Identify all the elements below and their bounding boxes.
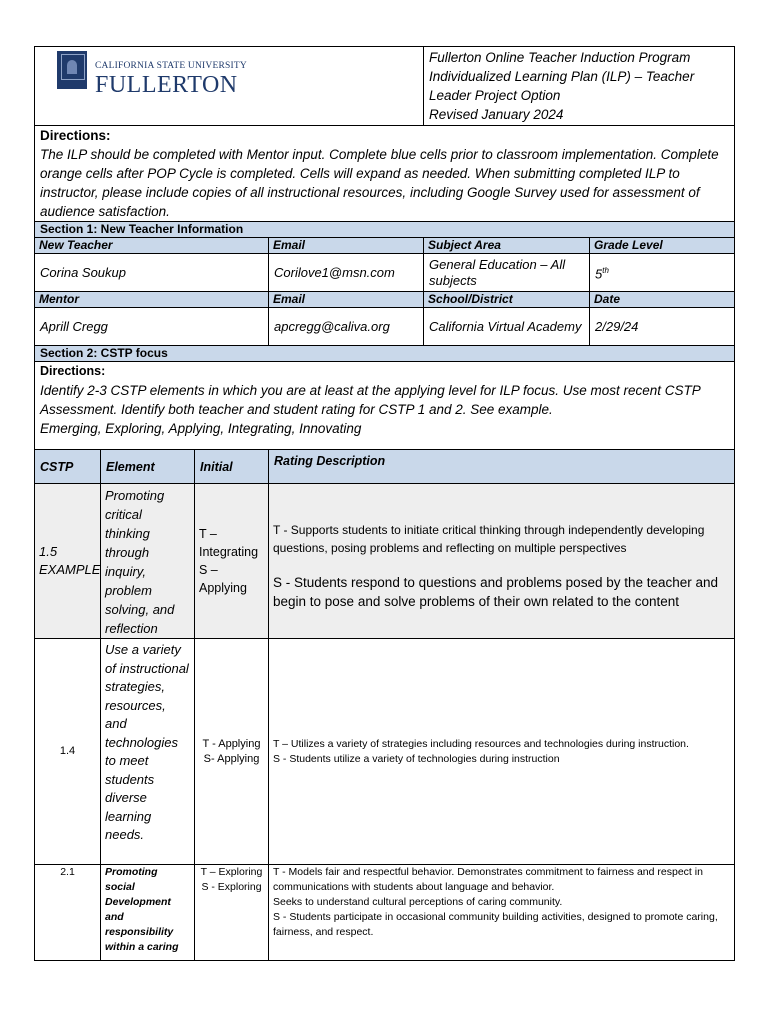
section2-directions xyxy=(35,362,735,450)
initial-rating: T – Integrating S – Applying xyxy=(195,484,269,639)
section2-directions-label: Directions: xyxy=(40,364,106,378)
mentor-header: Mentor xyxy=(35,292,269,308)
section1-title: Section 1: New Teacher Information xyxy=(35,222,735,238)
element-text[interactable]: Promoting social Development and responsibility within a caring xyxy=(101,865,195,961)
teacher-name[interactable] xyxy=(35,254,269,292)
rating-description xyxy=(269,484,735,639)
revision-date: Revised January 2024 xyxy=(429,107,564,122)
cstp-number[interactable]: 1.4 xyxy=(35,639,101,865)
university-logo xyxy=(57,50,423,96)
cstp-header: CSTP xyxy=(35,450,101,484)
new-teacher-header: New Teacher xyxy=(35,238,269,254)
logo-cell xyxy=(35,47,424,126)
title-line: Leader Project Option xyxy=(429,88,561,103)
email-header: Email xyxy=(269,238,424,254)
mentor-email[interactable]: apcregg@caliva.org xyxy=(269,308,424,346)
rating-description[interactable] xyxy=(269,639,735,865)
student-rating: S- Applying xyxy=(203,752,260,765)
student-description: S - Students participate in occasional community building activities, designed to promote caring, fairness, and respect. xyxy=(273,911,718,938)
logo-university-system: CALIFORNIA STATE UNIVERSITY xyxy=(95,61,247,71)
rating-description-header: Rating Description xyxy=(269,450,735,484)
element-text: Promoting critical thinking through inquiry, problem solving, and reflection xyxy=(101,484,195,639)
initial-header: Initial xyxy=(195,450,269,484)
teacher-description-cont: Seeks to understand cultural perceptions of caring community. xyxy=(273,896,563,908)
teacher-description: T - Models fair and respectful behavior. Demonstrates commitment to fairness and respect in communications with students about language and behavior. xyxy=(273,866,703,893)
directions-block xyxy=(35,126,735,222)
section2-directions-text: Identify 2-3 CSTP elements in which you are at least at the applying level for ILP focus. Use most recent CSTP Assessment. Identify both teacher and student rating for CSTP 1 and 2. See example. xyxy=(40,383,701,417)
subject-area[interactable]: General Education – All subjects xyxy=(424,254,590,292)
directions-text: The ILP should be completed with Mentor input. Complete blue cells prior to classroom implementation. Complete orange cells after POP Cycle is completed. Cells will expand as needed. When submitting completed ILP to instructor, please include copies of all instructional resources, including Google Survey used for assessment of audience satisfaction. xyxy=(40,147,719,219)
table-row xyxy=(35,639,735,865)
element-text[interactable]: Use a variety of instructional strategies, resources, and technologies to meet students diverse learning needs. xyxy=(101,639,195,865)
date-header: Date xyxy=(590,292,735,308)
mentor-name[interactable]: Aprill Cregg xyxy=(35,308,269,346)
school-district[interactable]: California Virtual Academy xyxy=(424,308,590,346)
university-seal-icon xyxy=(57,51,87,89)
program-title xyxy=(424,47,735,126)
student-description: S - Students respond to questions and problems posed by the teacher and begin to pose and solve problems of their own related to the content xyxy=(273,575,719,609)
cstp-number[interactable]: 2.1 xyxy=(35,865,101,961)
student-description: S - Students utilize a variety of technologies during instruction xyxy=(273,752,560,765)
ilp-document xyxy=(34,46,734,961)
grade-value: 5 xyxy=(595,266,603,282)
grade-suffix: th xyxy=(602,265,609,275)
subject-area-header: Subject Area xyxy=(424,238,590,254)
rating-scale: Emerging, Exploring, Applying, Integrating, Innovating xyxy=(40,421,362,436)
title-line: Individualized Learning Plan (ILP) – Teacher xyxy=(429,69,695,84)
rating-description[interactable] xyxy=(269,865,735,961)
table-row xyxy=(35,484,735,639)
mentor-email-header: Email xyxy=(269,292,424,308)
teacher-email[interactable]: Corilove1@msn.com xyxy=(269,254,424,292)
cstp-number: 1.5 EXAMPLE xyxy=(35,484,101,639)
school-district-header: School/District xyxy=(424,292,590,308)
teacher-description: T – Utilizes a variety of strategies including resources and technologies during instruction. xyxy=(273,737,689,750)
teacher-description: T - Supports students to initiate critical thinking through independently developing questions, posing problems and reflecting on multiple perspectives xyxy=(273,523,705,555)
initial-rating[interactable] xyxy=(195,639,269,865)
logo-campus-name: FULLERTON xyxy=(95,72,238,98)
grade-level-header: Grade Level xyxy=(590,238,735,254)
title-line: Fullerton Online Teacher Induction Program xyxy=(429,50,691,65)
teacher-rating: T - Applying xyxy=(202,737,261,750)
date-value[interactable]: 2/29/24 xyxy=(590,308,735,346)
directions-label: Directions: xyxy=(40,128,111,143)
element-header: Element xyxy=(101,450,195,484)
section2-title: Section 2: CSTP focus xyxy=(35,346,735,362)
teacher-name-value: Corina Soukup xyxy=(40,264,126,280)
initial-rating[interactable]: T – Exploring S - Exploring xyxy=(195,865,269,961)
grade-level[interactable] xyxy=(590,254,735,292)
ilp-table xyxy=(34,46,735,961)
table-row xyxy=(35,865,735,961)
